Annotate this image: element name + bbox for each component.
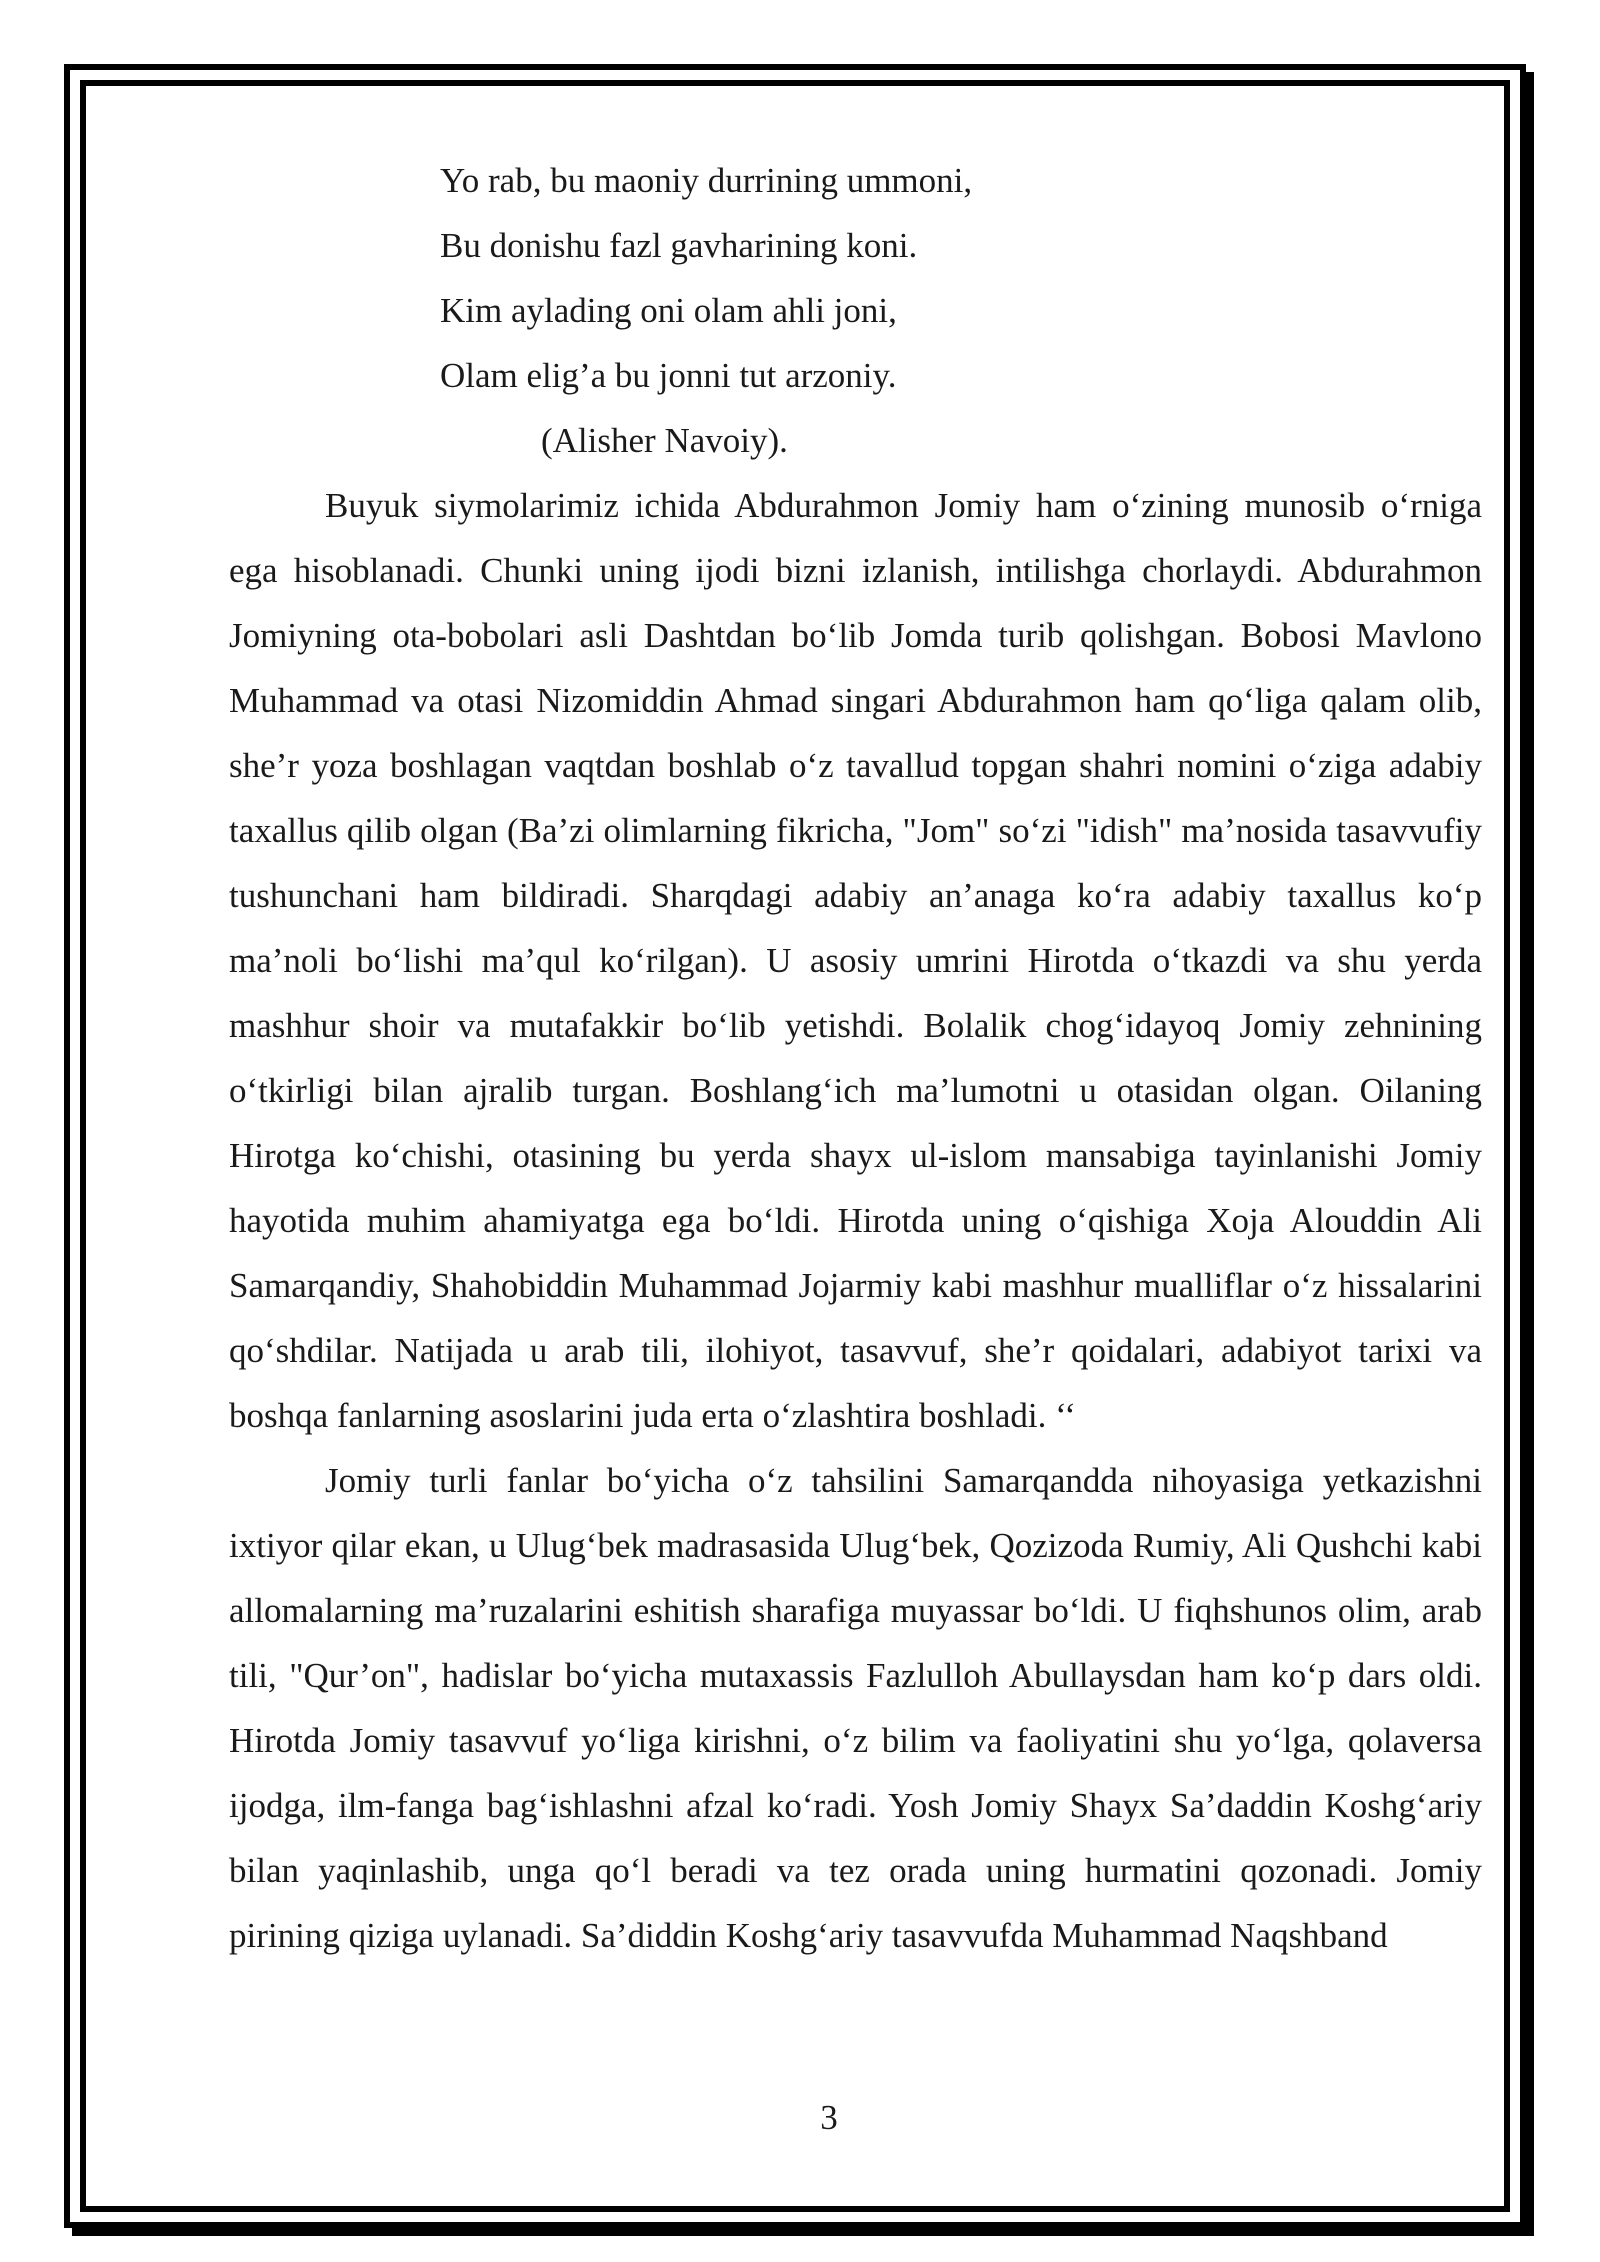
poem-line: Yo rab, bu maoniy durrining ummoni, bbox=[440, 161, 973, 200]
poem-line: Kim aylading oni olam ahli joni, bbox=[440, 291, 897, 330]
page-content bbox=[229, 148, 1482, 1968]
poem-attribution: (Alisher Navoiy). bbox=[541, 421, 788, 460]
poem-line: Olam elig’a bu jonni tut arzoniy. bbox=[440, 356, 897, 395]
body-paragraph: Jomiy turli fanlar bo‘yicha o‘z tahsilini Samarqandda nihoyasiga yetkazishni ixtiyor qilar ekan, u Ulug‘bek madrasasida Ulug‘bek, Qozizoda Rumiy, Ali Qushchi kabi allomalarning ma’ruzalarini eshitish sharafiga muyassar bo‘ldi. U fiqhshunos olim, arab tili, "Qur’on", hadislar bo‘yicha mutaxassis Fazlulloh Abullaysdan ham ko‘p dars oldi. Hirotda Jomiy tasavvuf yo‘liga kirishni, o‘z bilim va faoliyatini shu yo‘lga, qolaversa ijodga, ilm-fanga bag‘ishlashni afzal ko‘radi. Yosh Jomiy Shayx Sa’daddin Koshg‘ariy bilan yaqinlashib, unga qo‘l beradi va tez orada uning hurmatini qozonadi. Jomiy pirining qiziga uylanadi. Sa’diddin Koshg‘ariy tasavvufda Muhammad Naqshband bbox=[229, 1461, 1482, 1955]
page-number: 3 bbox=[820, 2098, 838, 2137]
poem-line: Bu donishu fazl gavharining koni. bbox=[440, 226, 918, 265]
poem-block bbox=[229, 148, 1482, 473]
body-paragraph: Buyuk siymolarimiz ichida Abdurahmon Jomiy ham o‘zining munosib o‘rniga ega hisoblanadi. Chunki uning ijodi bizni izlanish, intilishga chorlaydi. Abdurahmon Jomiyning ota-bobolari asli Dashtdan bo‘lib Jomda turib qolishgan. Bobosi Mavlono Muhammad va otasi Nizomiddin Ahmad singari Abdurahmon ham qo‘liga qalam olib, she’r yoza boshlagan vaqtdan boshlab o‘z tavallud topgan shahri nomini o‘ziga adabiy taxallus qilib olgan (Ba’zi olimlarning fikricha, "Jom" so‘zi "idish" ma’nosida tasavvufiy tushunchani ham bildiradi. Sharqdagi adabiy an’anaga ko‘ra adabiy taxallus ko‘p ma’noli bo‘lishi ma’qul ko‘rilgan). U asosiy umrini Hirotda o‘tkazdi va shu yerda mashhur shoir va mutafakkir bo‘lib yetishdi. Bolalik chog‘idayoq Jomiy zehnining o‘tkirligi bilan ajralib turgan. Boshlang‘ich ma’lumotni u otasidan olgan. Oilaning Hirotga ko‘chishi, otasining bu yerda shayx ul-islom mansabiga tayinlanishi Jomiy hayotida muhim ahamiyatga ega bo‘ldi. Hirotda uning o‘qishiga Xoja Alouddin Ali Samarqandiy, Shahobiddin Muhammad Jojarmiy kabi mashhur mualliflar o‘z hissalarini qo‘shdilar. Natijada u arab tili, ilohiyot, tasavvuf, she’r qoidalari, adabiyot tarixi va boshqa fanlarning asoslarini juda erta o‘zlashtira boshladi. ‘‘ bbox=[229, 486, 1482, 1435]
